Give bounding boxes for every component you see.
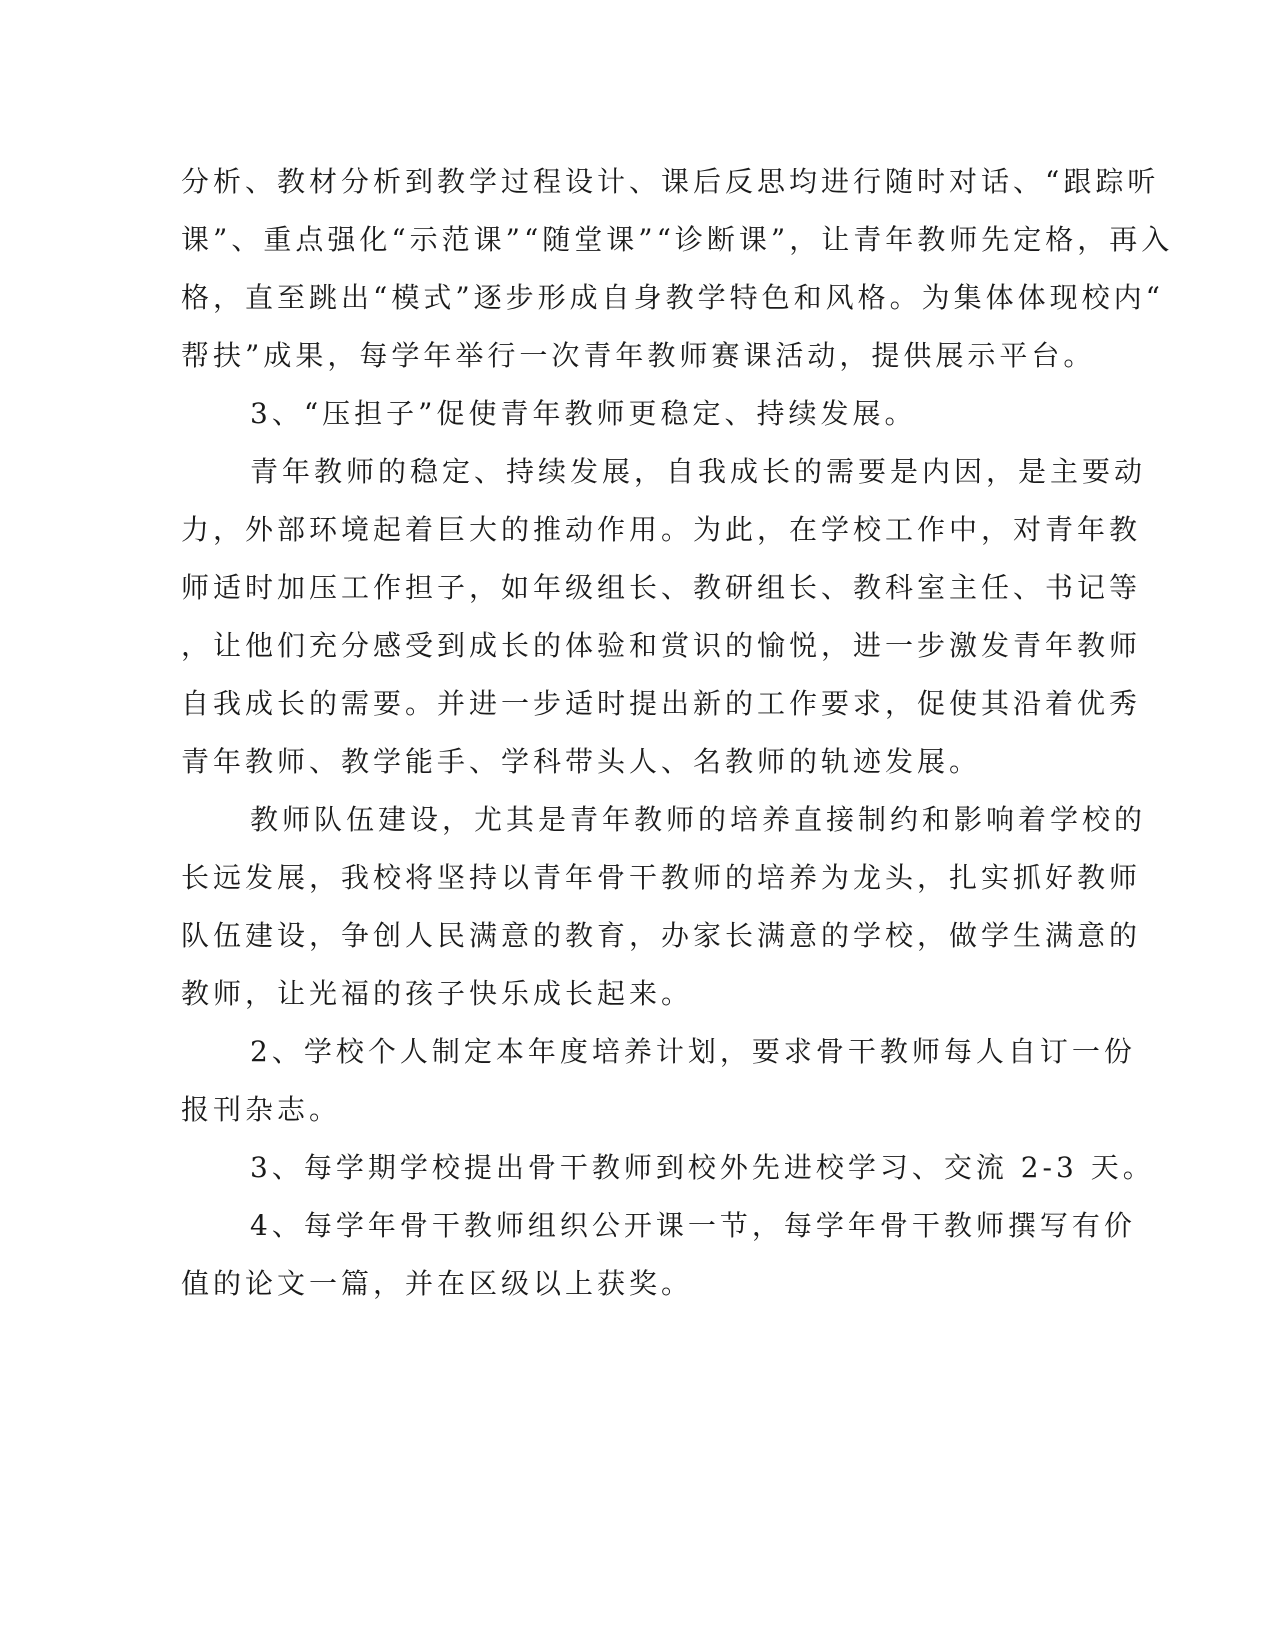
text-line: 队伍建设，争创人民满意的教育，办家长满意的学校，做学生满意的 xyxy=(181,919,1142,952)
text-line: 值的论文一篇，并在区级以上获奖。 xyxy=(181,1267,694,1300)
text-line: 报刊杂志。 xyxy=(181,1093,342,1126)
text-line: 力，外部环境起着巨大的推动作用。为此，在学校工作中，对青年教 xyxy=(181,513,1142,546)
text-line: 帮扶”成果，每学年举行一次青年教师赛课活动，提供展示平台。 xyxy=(181,339,1096,372)
list-item: 2、学校个人制定本年度培养计划，要求骨干教师每人自订一份 xyxy=(250,1035,1136,1068)
section-heading: 3、“压担子”促使青年教师更稳定、持续发展。 xyxy=(250,397,917,430)
text-line: 课”、重点强化“示范课”“随堂课”“诊断课”，让青年教师先定格，再入 xyxy=(181,223,1174,256)
text-line: 格，直至跳出“模式”逐步形成自身教学特色和风格。为集体体现校内“ xyxy=(181,281,1164,314)
list-item: 3、每学期学校提出骨干教师到校外先进校学习、交流 2-3 天。 xyxy=(250,1151,1155,1184)
text-line: 教师队伍建设，尤其是青年教师的培养直接制约和影响着学校的 xyxy=(250,803,1147,836)
text-line: ，让他们充分感受到成长的体验和赏识的愉悦，进一步激发青年教师 xyxy=(181,629,1142,662)
text-line: 青年教师的稳定、持续发展，自我成长的需要是内因，是主要动 xyxy=(250,455,1147,488)
text-line: 青年教师、教学能手、学科带头人、名教师的轨迹发展。 xyxy=(181,745,982,778)
text-line: 师适时加压工作担子，如年级组长、教研组长、教科室主任、书记等 xyxy=(181,571,1142,604)
text-line: 教师，让光福的孩子快乐成长起来。 xyxy=(181,977,694,1010)
list-item: 4、每学年骨干教师组织公开课一节，每学年骨干教师撰写有价 xyxy=(250,1209,1136,1242)
text-line: 长远发展，我校将坚持以青年骨干教师的培养为龙头，扎实抓好教师 xyxy=(181,861,1142,894)
text-line: 分析、教材分析到教学过程设计、课后反思均进行随时对话、“跟踪听 xyxy=(181,165,1160,198)
text-line: 自我成长的需要。并进一步适时提出新的工作要求，促使其沿着优秀 xyxy=(181,687,1142,720)
